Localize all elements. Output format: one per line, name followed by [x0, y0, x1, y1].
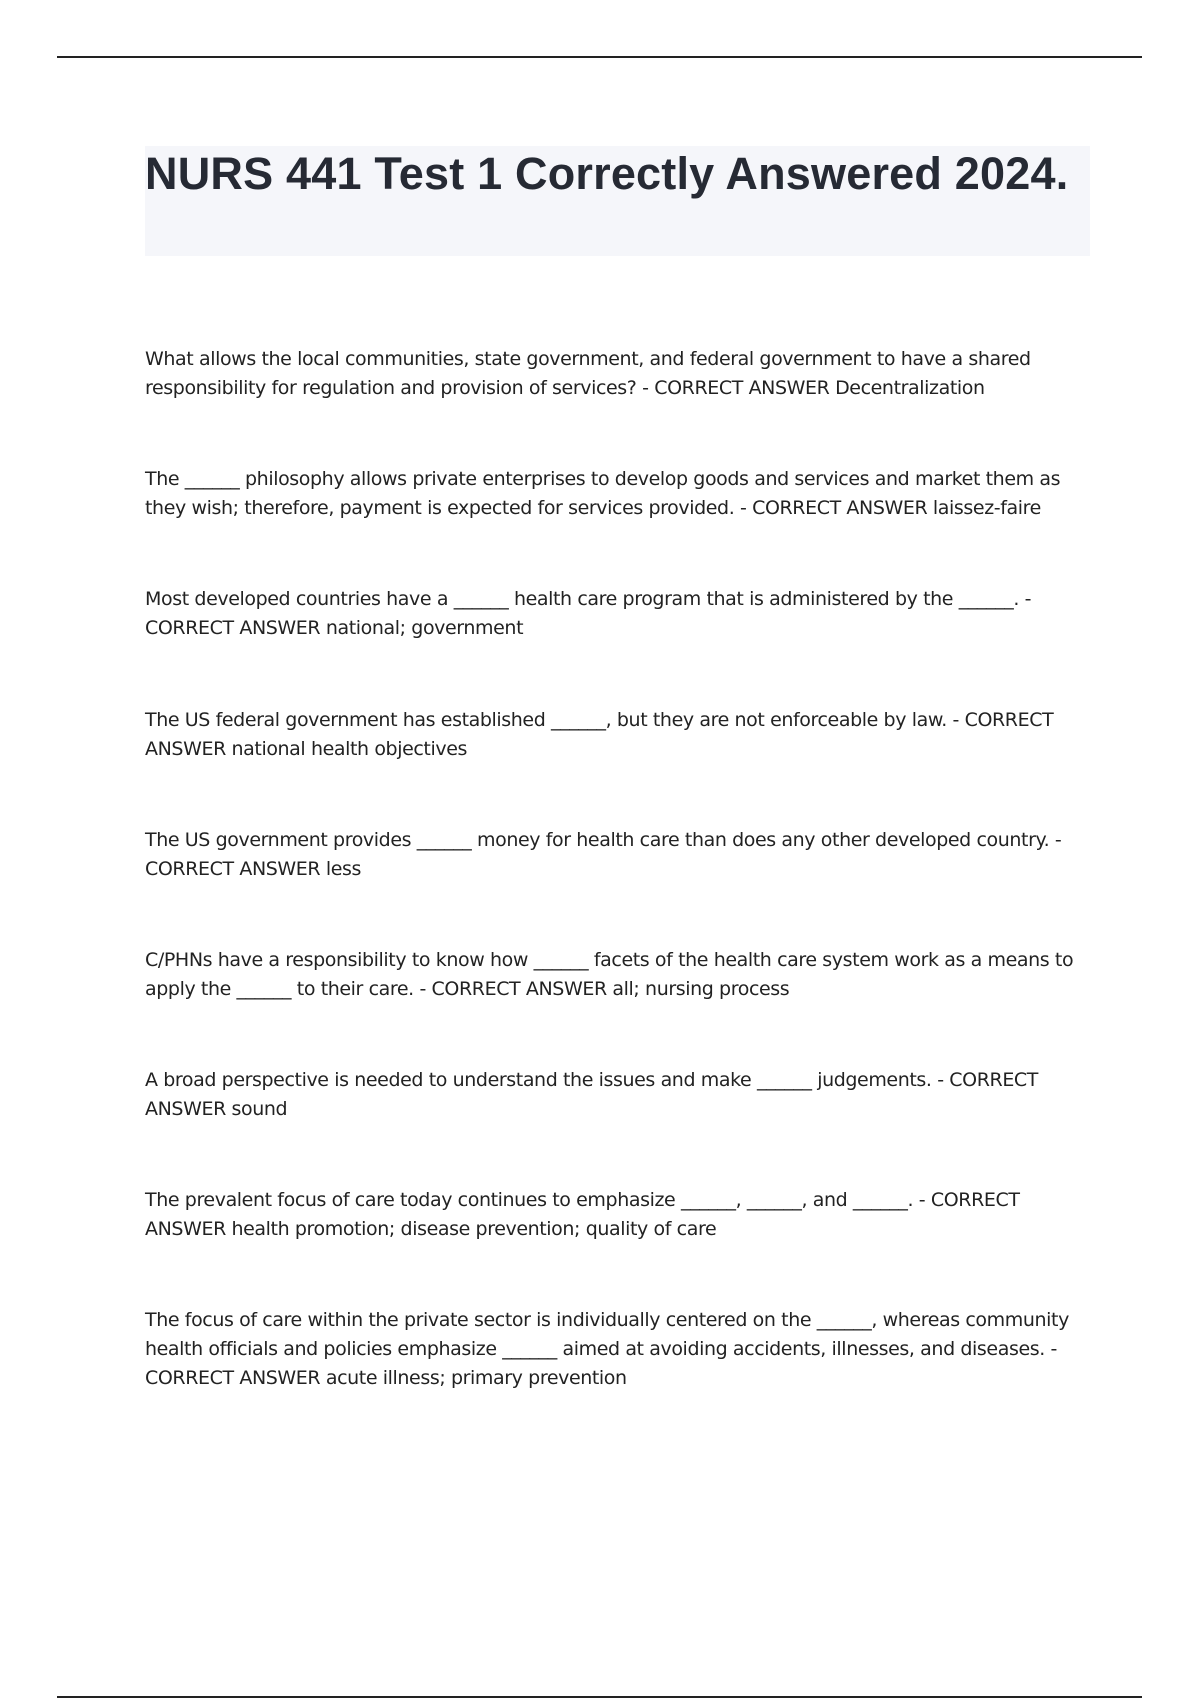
bottom-divider	[57, 1696, 1142, 1698]
title-block	[145, 146, 1090, 256]
question-item-8: The prevalent focus of care today continues to emphasize ______, ______, and ______. - CORRECT ANSWER health promotion; disease prevention; quality of care	[145, 1189, 1020, 1240]
top-divider	[57, 56, 1142, 58]
question-item-6: C/PHNs have a responsibility to know how ______ facets of the health care system work as a means to apply the ______ to their care. - CORRECT ANSWER all; nursing process	[145, 949, 1074, 1000]
question-item-4: The US federal government has established ______, but they are not enforceable by law. - CORRECT ANSWER national health objectives	[145, 709, 1054, 760]
question-item-1: What allows the local communities, state government, and federal government to have a shared responsibility for regulation and provision of services? - CORRECT ANSWER Decentralization	[145, 348, 1031, 399]
question-item-7: A broad perspective is needed to understand the issues and make ______ judgements. - CORRECT ANSWER sound	[145, 1069, 1038, 1120]
document-title: NURS 441 Test 1 Correctly Answered 2024.	[145, 148, 1069, 199]
question-item-9: The focus of care within the private sector is individually centered on the ______, whereas community health officials and policies emphasize ______ aimed at avoiding accidents, illnesses, and diseases. - CORRECT ANSWER acute illness; primary prevention	[145, 1309, 1069, 1389]
question-item-3: Most developed countries have a ______ health care program that is administered by the ______. - CORRECT ANSWER national; government	[145, 588, 1032, 639]
question-item-5: The US government provides ______ money for health care than does any other developed country. - CORRECT ANSWER less	[145, 829, 1062, 880]
question-item-2: The ______ philosophy allows private enterprises to develop goods and services and market them as they wish; therefore, payment is expected for services provided. - CORRECT ANSWER laissez-faire	[145, 468, 1061, 519]
